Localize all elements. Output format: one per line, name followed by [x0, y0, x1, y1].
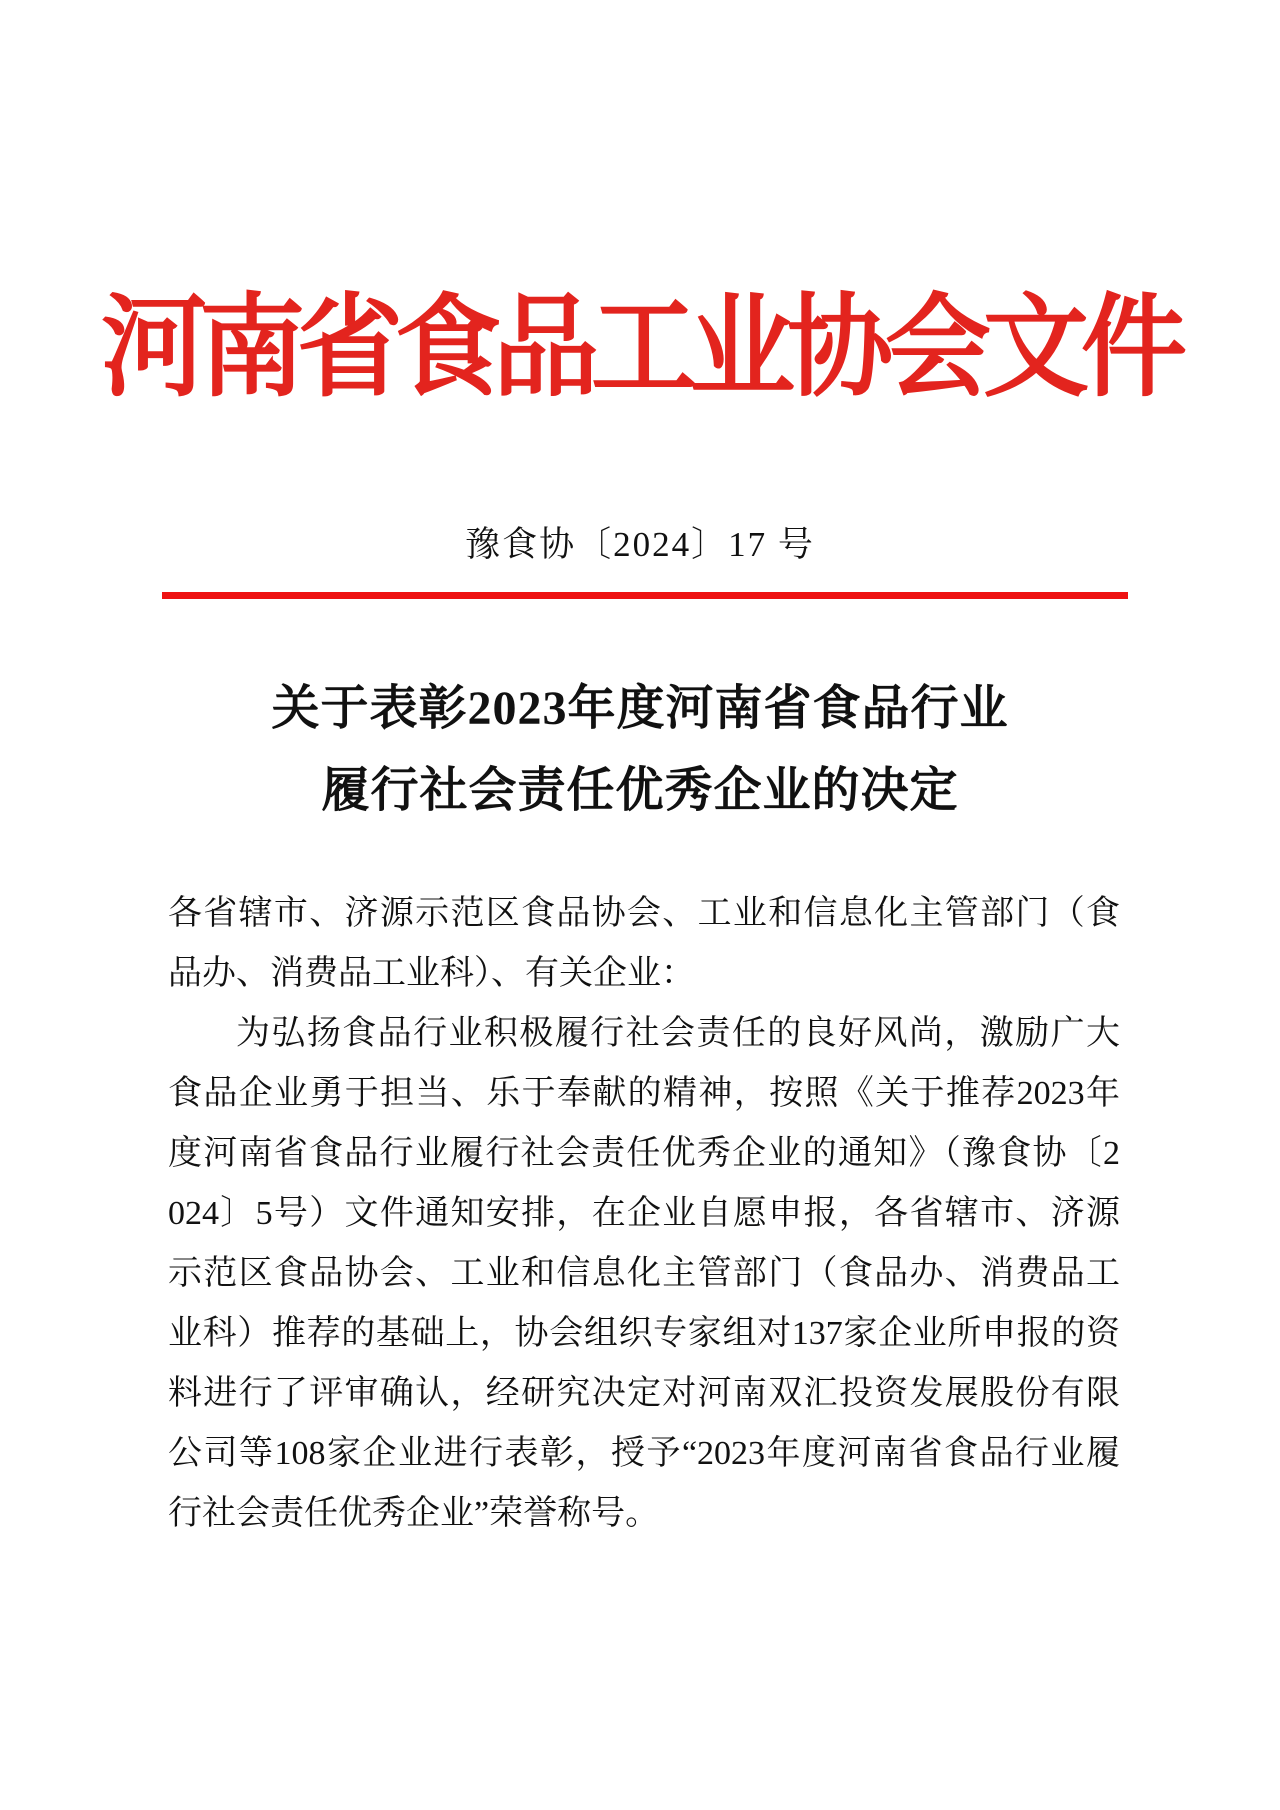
- red-divider-line: [162, 592, 1128, 599]
- doc-number: 豫食协〔2024〕17 号: [465, 525, 815, 564]
- org-letterhead-title: 河南省食品工业协会文件: [101, 286, 1179, 410]
- body-line: 024〕5号）文件通知安排，在企业自愿申报，各省辖市、济源: [168, 1195, 1120, 1232]
- doc-body: [168, 884, 1120, 1544]
- body-line: 为弘扬食品行业积极履行社会责任的良好风尚，激励广大: [236, 1015, 1120, 1052]
- doc-title-line-2: 履行社会责任优秀企业的决定: [321, 764, 959, 817]
- body-line: 食品企业勇于担当、乐于奉献的精神，按照《关于推荐2023年: [168, 1075, 1120, 1112]
- body-line: 行社会责任优秀企业”荣誉称号。: [168, 1495, 660, 1532]
- doc-title: [0, 668, 1280, 832]
- body-line: 度河南省食品行业履行社会责任优秀企业的通知》（豫食协〔2: [168, 1135, 1120, 1172]
- doc-title-line-1: 关于表彰2023年度河南省食品行业: [271, 682, 1009, 735]
- body-line: 公司等108家企业进行表彰，授予“2023年度河南省食品行业履: [168, 1435, 1120, 1472]
- body-line: 业科）推荐的基础上，协会组织专家组对137家企业所申报的资: [168, 1315, 1120, 1352]
- body-line: 品办、消费品工业科）、有关企业：: [168, 955, 695, 992]
- body-line: 各省辖市、济源示范区食品协会、工业和信息化主管部门（食: [168, 895, 1120, 932]
- body-line: 示范区食品协会、工业和信息化主管部门（食品办、消费品工: [168, 1255, 1120, 1292]
- body-line: 料进行了评审确认，经研究决定对河南双汇投资发展股份有限: [168, 1375, 1120, 1412]
